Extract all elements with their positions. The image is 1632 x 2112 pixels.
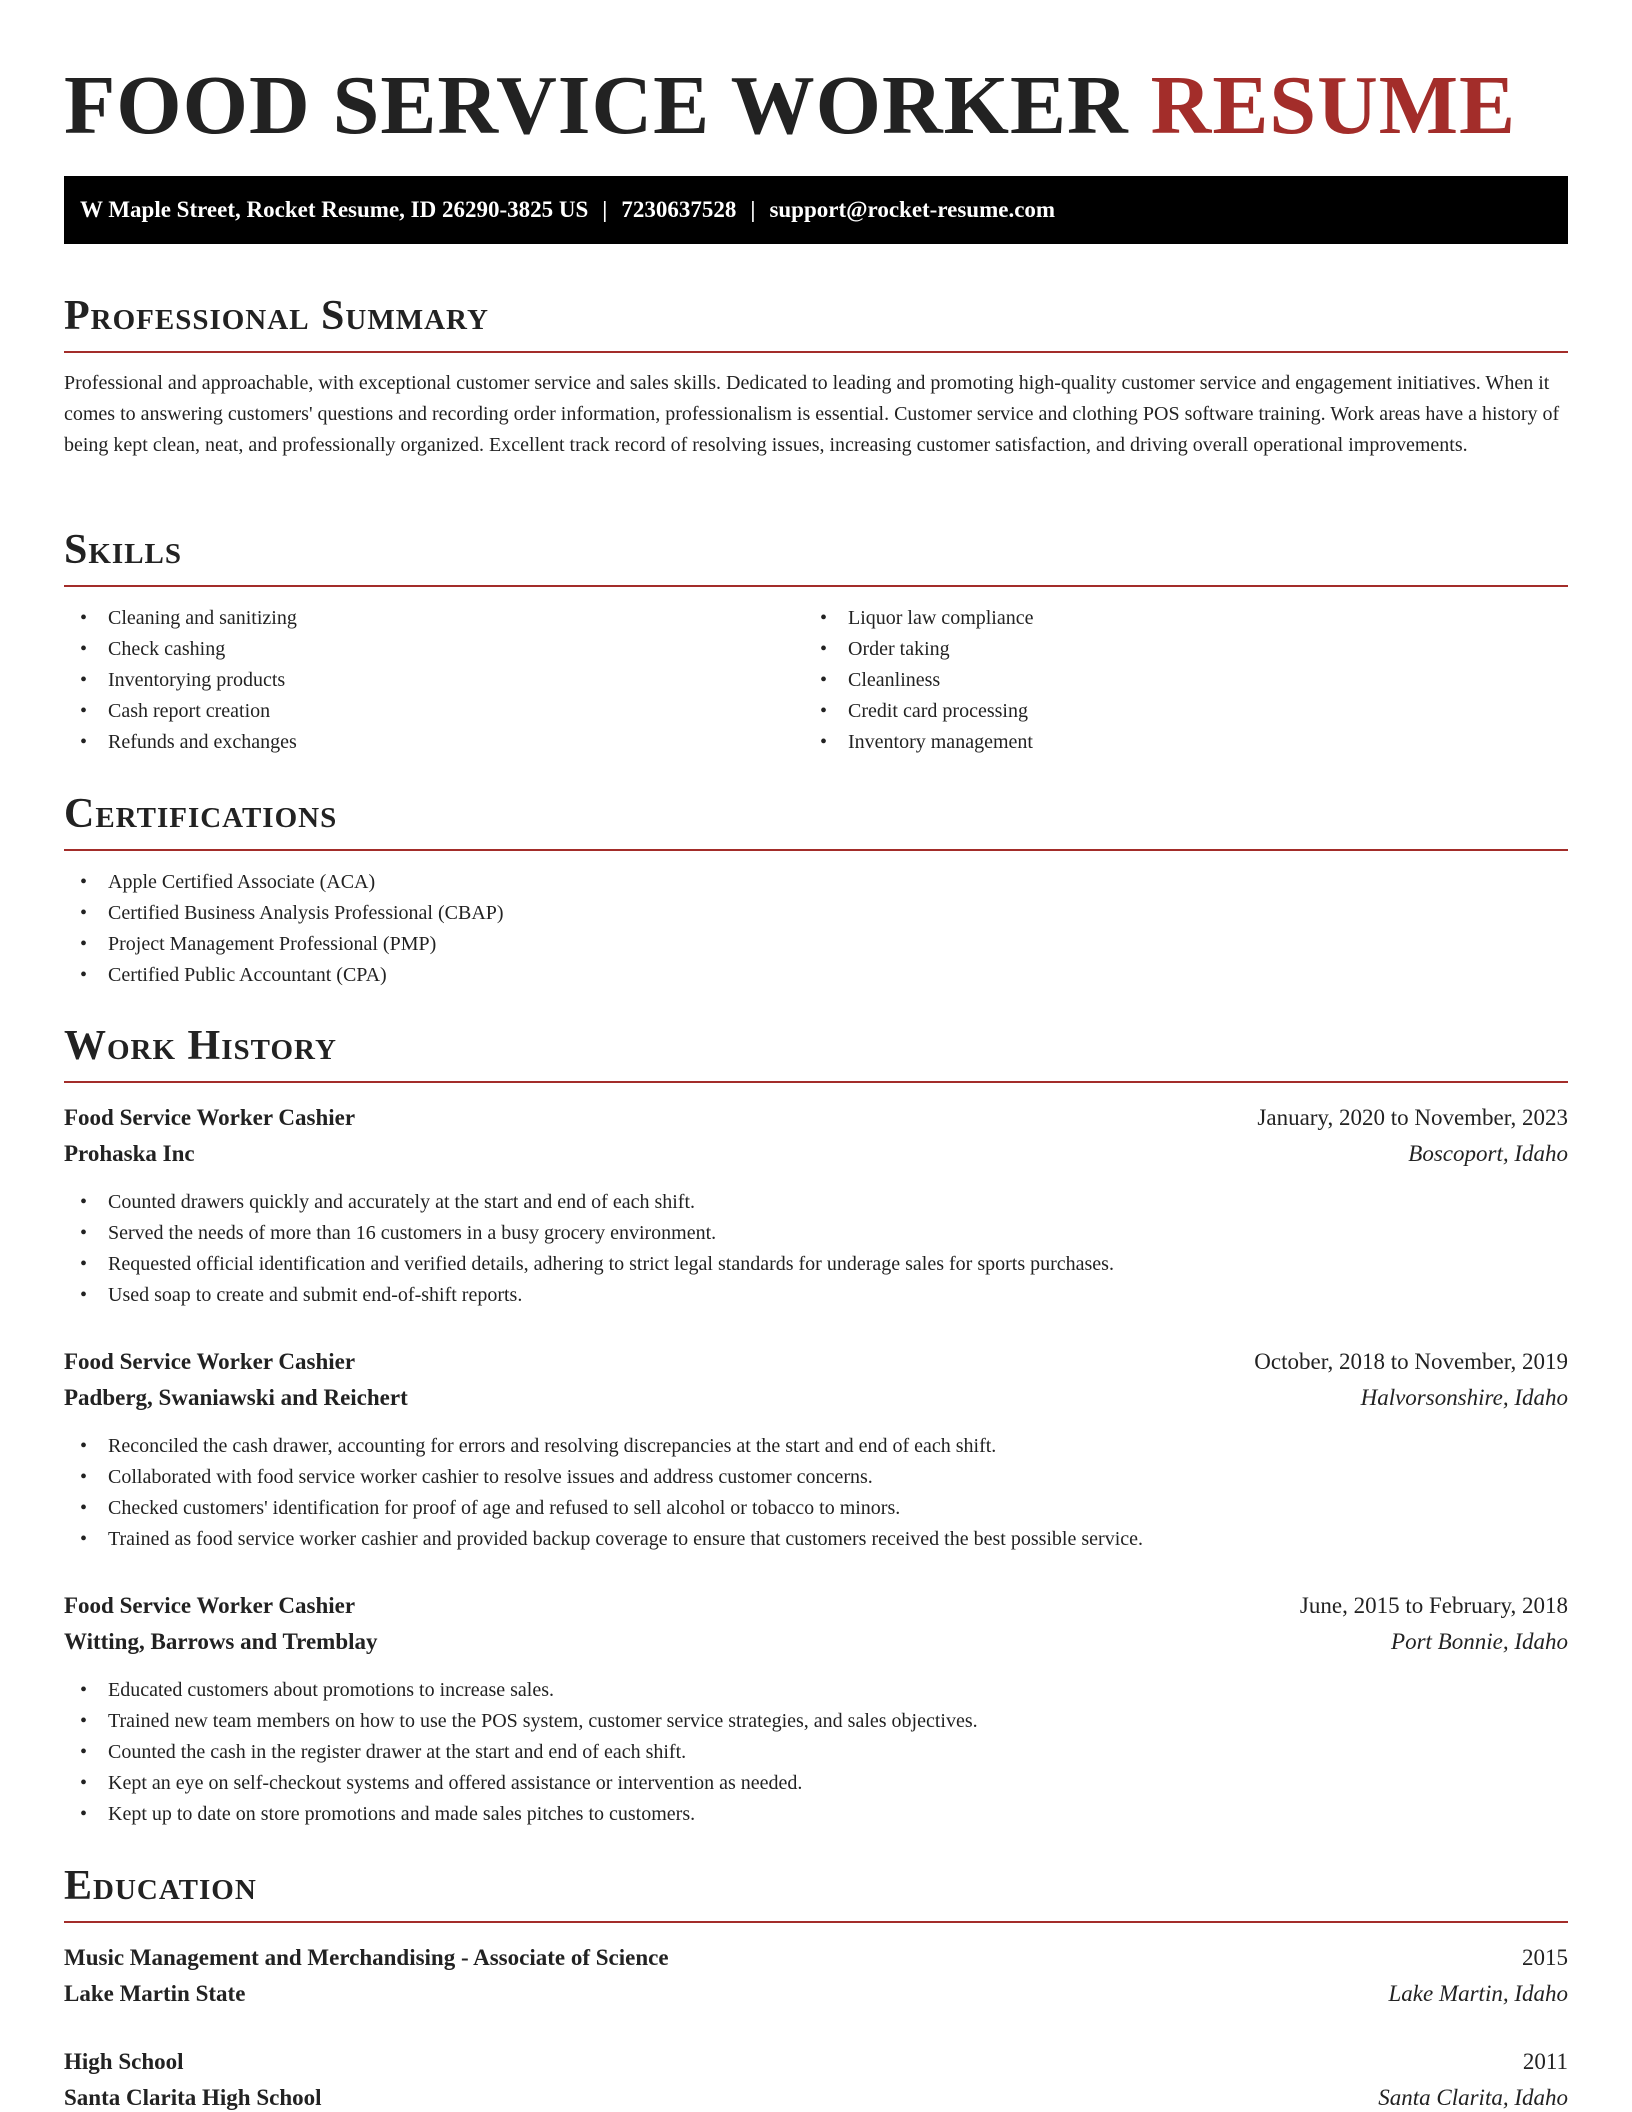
- education-year: 2011: [1522, 2049, 1568, 2074]
- skills-list-left: [64, 603, 297, 758]
- skill-item: • Order taking: [804, 634, 1034, 665]
- education-subheader: [64, 1976, 1568, 2012]
- job-company: Prohaska Inc: [64, 1141, 195, 1166]
- certifications-divider: [64, 849, 1568, 851]
- job-dates: January, 2020 to November, 2023: [1257, 1105, 1568, 1130]
- job-duty: • Requested official identification and verified details, adhering to strict legal standards for underage sales for sports purchases.: [64, 1249, 1114, 1280]
- education-location: Santa Clarita, Idaho: [1378, 2085, 1568, 2110]
- job-duty: • Kept up to date on store promotions and made sales pitches to customers.: [64, 1799, 978, 1830]
- job-duty: • Collaborated with food service worker cashier to resolve issues and address customer concerns.: [64, 1462, 1143, 1493]
- job-duty: • Kept an eye on self-checkout systems and offered assistance or intervention as needed.: [64, 1768, 978, 1799]
- job-duty: • Served the needs of more than 16 customers in a busy grocery environment.: [64, 1218, 1114, 1249]
- contact-bar: [64, 176, 1568, 244]
- contact-email: support@rocket-resume.com: [769, 197, 1056, 222]
- skills-list-right: [804, 603, 1034, 758]
- certifications-heading: Certifications: [64, 791, 338, 837]
- job-duty: • Counted the cash in the register drawer at the start and end of each shift.: [64, 1737, 978, 1768]
- summary-divider: [64, 351, 1568, 353]
- skill-item: • Refunds and exchanges: [64, 727, 297, 758]
- contact-separator: |: [750, 197, 756, 222]
- certification-item: • Certified Business Analysis Professional (CBAP): [64, 898, 504, 929]
- education-year: 2015: [1522, 1945, 1568, 1970]
- job-company: Padberg, Swaniawski and Reichert: [64, 1385, 408, 1410]
- job-duties: [64, 1431, 1143, 1555]
- education-school: Lake Martin State: [64, 1981, 246, 2006]
- job-location: Halvorsonshire, Idaho: [1360, 1385, 1568, 1410]
- skill-item: • Cleaning and sanitizing: [64, 603, 297, 634]
- education-divider: [64, 1921, 1568, 1923]
- contact-separator: |: [602, 197, 608, 222]
- title-main: FOOD SERVICE WORKER: [64, 59, 1129, 152]
- education-header: [64, 2044, 1568, 2080]
- summary-text: Professional and approachable, with exceptional customer service and sales skills. Dedicated to leading and promoting high-quality customer service and engagement initiatives. When it comes to answering customers' questions and recording order information, professionalism is essential. Customer service and clothing POS software training. Work areas have a history of being kept clean, neat, and professionally organized. Excellent track record of resolving issues, increasing customer satisfaction, and driving overall operational improvements.: [64, 372, 1560, 456]
- title-accent: RESUME: [1150, 59, 1517, 152]
- certification-item: • Certified Public Accountant (CPA): [64, 960, 504, 991]
- skill-item: • Check cashing: [64, 634, 297, 665]
- skill-item: • Credit card processing: [804, 696, 1034, 727]
- skill-item: • Cleanliness: [804, 665, 1034, 696]
- education-location: Lake Martin, Idaho: [1388, 1981, 1568, 2006]
- resume-title: [64, 56, 1516, 156]
- skill-item: • Inventorying products: [64, 665, 297, 696]
- summary-heading: Professional Summary: [64, 293, 489, 339]
- job-duty: • Educated customers about promotions to increase sales.: [64, 1675, 978, 1706]
- certification-item: • Project Management Professional (PMP): [64, 929, 504, 960]
- job-location: Port Bonnie, Idaho: [1391, 1629, 1568, 1654]
- education-header: [64, 1940, 1568, 1976]
- job-title: Food Service Worker Cashier: [64, 1105, 356, 1130]
- skill-item: • Cash report creation: [64, 696, 297, 727]
- job-duties: [64, 1675, 978, 1830]
- skills-heading: Skills: [64, 527, 183, 573]
- job-duty: • Used soap to create and submit end-of-shift reports.: [64, 1280, 1114, 1311]
- job-duty: • Counted drawers quickly and accurately at the start and end of each shift.: [64, 1187, 1114, 1218]
- job-subheader: [64, 1136, 1568, 1172]
- job-duty: • Trained new team members on how to use the POS system, customer service strategies, and sales objectives.: [64, 1706, 978, 1737]
- job-dates: June, 2015 to February, 2018: [1299, 1593, 1568, 1618]
- contact-phone: 7230637528: [621, 197, 737, 222]
- job-duty: • Trained as food service worker cashier and provided backup coverage to ensure that customers received the best possible service.: [64, 1524, 1143, 1555]
- job-header: [64, 1100, 1568, 1136]
- job-header: [64, 1588, 1568, 1624]
- skill-item: • Liquor law compliance: [804, 603, 1034, 634]
- skill-item: • Inventory management: [804, 727, 1034, 758]
- job-location: Boscoport, Idaho: [1408, 1141, 1568, 1166]
- job-title: Food Service Worker Cashier: [64, 1593, 356, 1618]
- job-company: Witting, Barrows and Tremblay: [64, 1629, 378, 1654]
- education-degree: Music Management and Merchandising - Associate of Science: [64, 1945, 669, 1970]
- job-subheader: [64, 1380, 1568, 1416]
- education-heading: Education: [64, 1863, 257, 1909]
- education-degree: High School: [64, 2049, 184, 2074]
- certifications-list: [64, 867, 504, 991]
- work-divider: [64, 1081, 1568, 1083]
- job-duties: [64, 1187, 1114, 1311]
- contact-address: W Maple Street, Rocket Resume, ID 26290-3825 US: [80, 197, 589, 222]
- job-subheader: [64, 1624, 1568, 1660]
- job-duty: • Checked customers' identification for proof of age and refused to sell alcohol or tobacco to minors.: [64, 1493, 1143, 1524]
- work-heading: Work History: [64, 1023, 337, 1069]
- job-header: [64, 1344, 1568, 1380]
- job-title: Food Service Worker Cashier: [64, 1349, 356, 1374]
- certification-item: • Apple Certified Associate (ACA): [64, 867, 504, 898]
- job-dates: October, 2018 to November, 2019: [1254, 1349, 1568, 1374]
- education-subheader: [64, 2080, 1568, 2112]
- skills-divider: [64, 585, 1568, 587]
- job-duty: • Reconciled the cash drawer, accounting for errors and resolving discrepancies at the start and end of each shift.: [64, 1431, 1143, 1462]
- education-school: Santa Clarita High School: [64, 2085, 322, 2110]
